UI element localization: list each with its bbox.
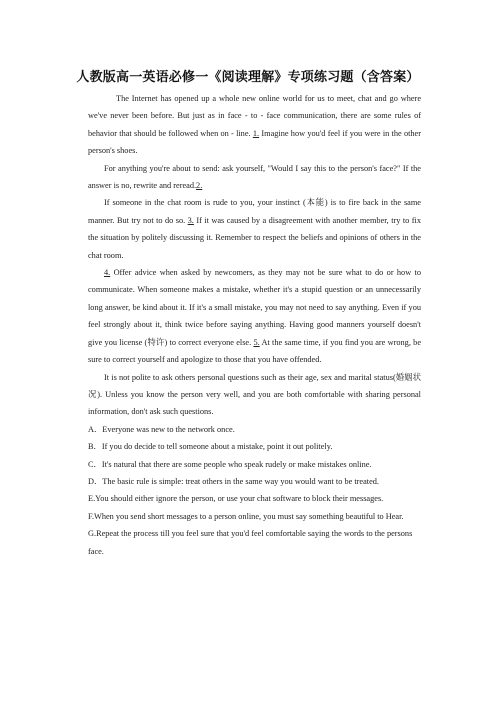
- blank-5: 5.: [253, 337, 260, 347]
- paragraph-3-text-a: If someone in the chat room is rude to you, your instinct (本能) is to fire back in the same manner. But try not to do so.: [88, 198, 421, 225]
- paragraph-4-text-c: At the same time, if you find you are wrong, be sure to correct yourself and apologize to those that you have offended.: [88, 337, 422, 365]
- paragraph-2: [88, 160, 421, 195]
- paragraph-5: It is not polite to ask others personal questions such as their age, sex and marital status(婚姻状况). Unless you know the person very well, and you are both comfortable with sharing personal information, don't ask such questions.: [88, 372, 421, 417]
- option-f: F.When you send short messages to a person online, you must say something beautiful to Hear.: [88, 511, 404, 521]
- option-e: E.You should either ignore the person, or use your chat software to block their messages.: [88, 494, 384, 504]
- option-a: A．Everyone was new to the network once.: [88, 424, 235, 434]
- paragraph-3-text-b: If it was caused by a disagreement with another member, try to fix the situation by politely discussing it. Remember to respect the beliefs and opinions of others in the chat room.: [88, 215, 421, 260]
- option-c: C．It's natural that there are some people who speak rudely or make mistakes online.: [88, 459, 372, 469]
- option-d: D．The basic rule is simple: treat others in the same way you would want to be treated.: [88, 476, 380, 486]
- blank-4: 4.: [104, 268, 111, 278]
- paragraph-1-text-b: Imagine how you'd feel if you were in the other person's shoes.: [88, 128, 422, 156]
- paragraph-1: [88, 90, 421, 160]
- paragraph-3: [88, 194, 421, 264]
- paragraph-1-text-a: The Internet has opened up a whole new online world for us to meet, chat and go where we've never been before. But just as in face - to - face communication, there are some rules of behavior that should be followed when on - line.: [88, 94, 421, 138]
- paragraph-4: [88, 264, 421, 368]
- passage-body: [88, 90, 421, 560]
- option-g: G.Repeat the process till you feel sure that you'd feel comfortable saying the words to the persons face.: [88, 529, 413, 556]
- paragraph-2-text-a: For anything you're about to send: ask yourself, "Would I say this to the person's face?" If the answer is no, rewrite and reread.: [88, 163, 421, 191]
- blank-1: 1.: [252, 128, 260, 138]
- paragraph-4-text-b: Offer advice when asked by newcomers, as they may not be sure what to do or how to communicate. When someone makes a mistake, whether it's a stupid question or an unnecessarily long answer, be kind about it. If it's a small mistake, you may not need to say anything. Even if you feel strongly about it, think twice before saying anything. Having good manners yourself doesn't give you license (特许) to correct everyone else.: [88, 268, 421, 347]
- option-b: B．If you do decide to tell someone about a mistake, point it out politely.: [88, 442, 333, 452]
- blank-2: 2.: [196, 181, 203, 191]
- blank-3: 3.: [187, 215, 194, 225]
- document-title: 人教版高一英语必修一《阅读理解》专项练习题（含答案）: [76, 70, 420, 85]
